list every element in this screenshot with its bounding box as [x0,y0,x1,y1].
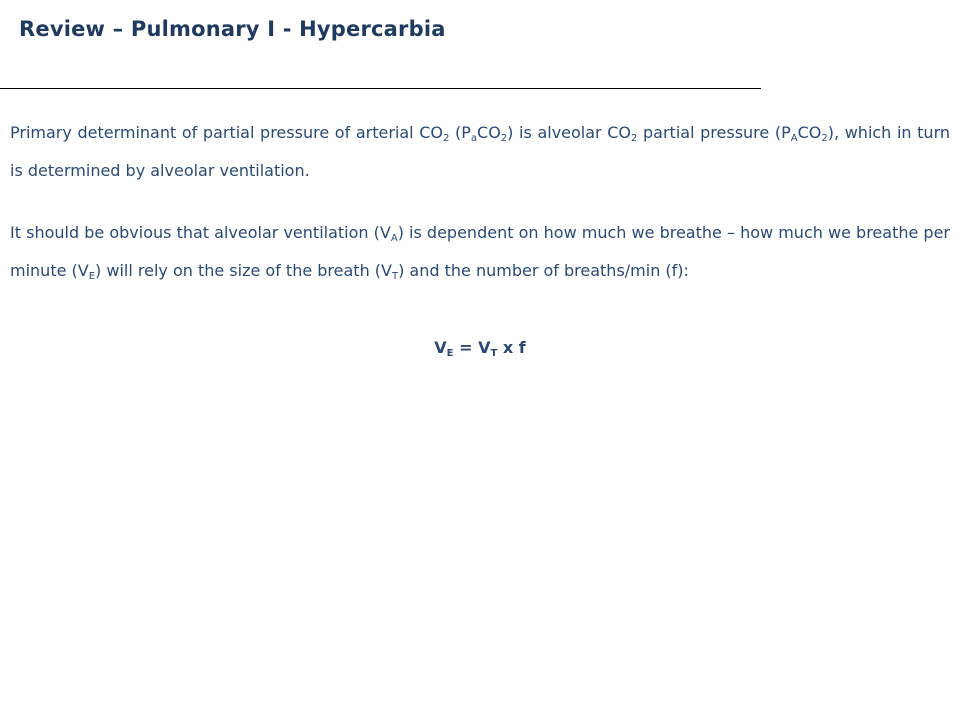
title-divider [0,88,761,89]
text-run: ) will rely on the size of the breath (V [95,261,392,280]
text-run: ), which in turn is determined by alveolar ventilation. [10,123,951,180]
subscript: 2 [443,133,450,144]
subscript: E [88,271,96,282]
subscript: 2 [631,133,638,144]
subscript: A [790,133,798,144]
subscript: A [390,233,398,244]
paragraph-paco2-determinant [10,114,950,190]
text-run: Primary determinant of partial pressure of arterial CO [10,123,443,142]
minute-ventilation-formula [0,338,960,357]
text-run: ) is alveolar CO [507,123,632,142]
subscript: T [391,271,399,282]
text-run: ) is dependent on how much we breathe – how much we breathe per minute (V [10,223,951,280]
text-run: CO [797,123,822,142]
paragraph-minute-ventilation [10,214,950,290]
text-run: ) and the number of breaths/min (f): [398,261,689,280]
text-run: CO [477,123,501,142]
slide-title: Review – Pulmonary I - Hypercarbia [19,17,446,41]
text-run: It should be obvious that alveolar ventilation (V [10,223,391,242]
subscript: E [446,348,454,359]
subscript: 2 [821,133,828,144]
subscript: T [490,348,498,359]
text-run: V [434,338,447,357]
subscript: a [470,133,478,144]
text-run: partial pressure (P [637,123,791,142]
text-run: x f [497,338,526,357]
text-run: = V [453,338,491,357]
text-run: (P [449,123,471,142]
subscript: 2 [500,133,508,144]
